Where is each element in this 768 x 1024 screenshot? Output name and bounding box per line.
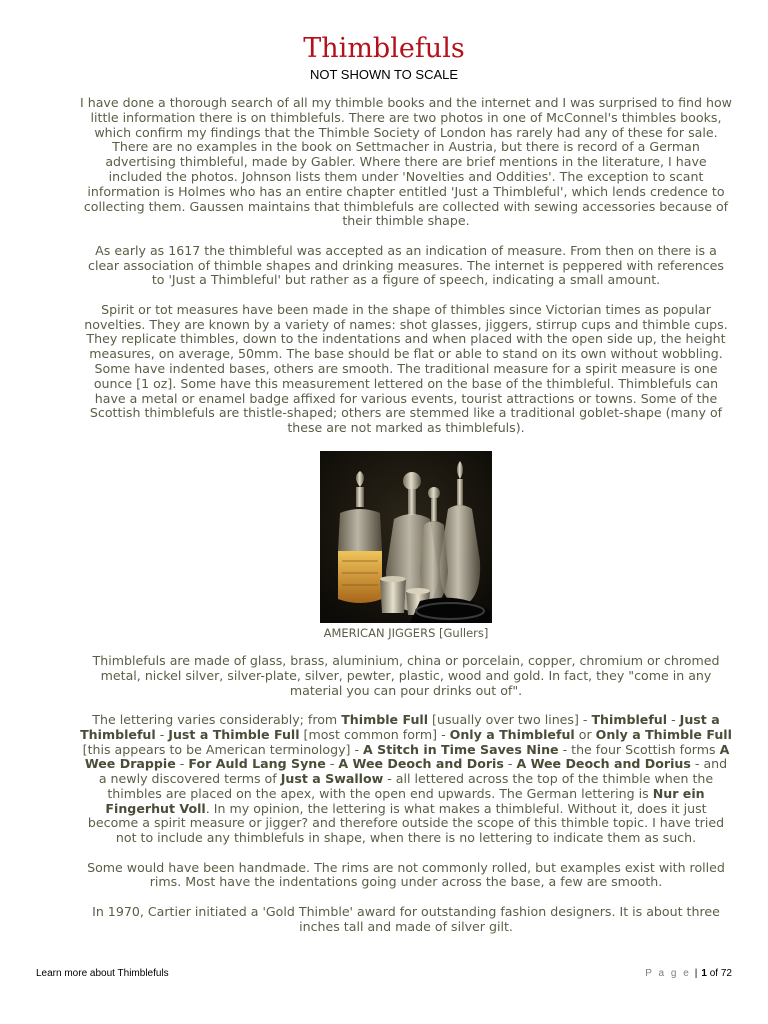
page-total: of 72 [709,968,732,979]
jiggers-photo [320,451,492,623]
lettering-term: Thimbleful [591,711,668,727]
lettering-term: Just a Thimbleful [80,711,720,742]
lettering-term: For Auld Lang Syne [188,756,326,772]
paragraph-materials: Thimblefuls are made of glass, brass, aluminium, china or porcelain, copper, chromium or chromed metal, nickel silver, silver-plate, silver, pewter, plastic, wood and gold. In fact, they "come in any material you can pour drinks out of". [92,652,720,698]
page-title: Thimblefuls [303,33,465,64]
paragraph-lettering: The lettering varies considerably; from Thimble Full [usually over two lines] - Thimbleful - Just a Thimbleful - Just a Thimble Full [most common form] - Only a Thimbleful or Only a Thimble Full [this appears to be American terminology] - A Stitch in Time Saves Nine - the four Scottish forms A Wee Drappie - For Auld Lang Syne - A Wee Deoch and Doris - A Wee Deoch and Dorius - and a newly discovered terms of Just a Swallow - all lettered across the top of the thimble when the thimbles are placed on the apex, with the open end upwards. The German lettering is Nur ein Fingerhut Voll. In my opinion, the lettering is what makes a thimbleful. Without it, does it just become a spirit measure or jigger? and therefore outside the scope of this thimble topic. I have tried not to include any thimblefuls in shape, when there is no lettering to indicate them as such. [80,711,732,846]
page-subtitle: NOT SHOWN TO SCALE [309,67,459,82]
paragraph-construction: Some would have been handmade. The rims are not commonly rolled, but examples exist with rolled rims. Most have the indentations going under across the base, a few are smooth. [87,859,725,890]
paragraph-measures: Spirit or tot measures have been made in the shape of thimbles since Victorian times as popular novelties. They are known by a variety of names: shot glasses, jiggers, stirrup cups and thimble cups. They replicate thimbles, down to the indentations and when placed with the open side up, the height measures, on average, 50mm. The base should be flat or able to stand on its own without wobbling. Some have indented bases, others are smooth. The traditional measure for a spirit measure is one ounce [1 oz]. Some have this measurement lettered on the base of the thimbleful. Thimblefuls can have a metal or enamel badge affixed for various events, tourist attractions or towns. Some of the Scottish thimblefuls are thistle-shaped; others are stemmed like a traditional goblet-shape (many of these are not marked as thimblefuls). [84,301,728,436]
document-body [80,96,732,949]
page-number-footer [645,968,732,979]
lettering-term: Just a Swallow [280,771,384,787]
lettering-term: Just a Thimble Full [168,726,300,742]
page-number: 1 [701,968,707,979]
footer-separator: | [694,968,698,979]
lettering-term: Only a Thimble Full [595,726,732,742]
lettering-term: A Stitch in Time Saves Nine [363,741,559,757]
page-label: P a g e [645,968,691,979]
paragraph-cartier: In 1970, Cartier initiated a 'Gold Thimble' award for outstanding fashion designers. It is about three inches tall and made of silver gilt. [92,903,720,934]
lettering-term: A Wee Drappie [84,741,730,772]
lettering-term: A Wee Deoch and Dorius [516,756,691,772]
lettering-term: Thimble Full [341,711,429,727]
image-caption: AMERICAN JIGGERS [Gullers] [323,625,489,640]
lettering-term: Only a Thimbleful [449,726,575,742]
lettering-term: A Wee Deoch and Doris [338,756,504,772]
footer-link-text: Learn more about Thimblefuls [36,968,169,979]
lettering-term: Nur ein Fingerhut Voll [105,785,705,816]
paragraph-history: As early as 1617 the thimbleful was accepted as an indication of measure. From then on there is a clear association of thimble shapes and drinking measures. The internet is peppered with references to 'Just a Thimbleful' but rather as a figure of speech, indicating a small amount. [88,242,724,288]
paragraph-intro: I have done a thorough search of all my thimble books and the internet and I was surprised to find how little information there is on thimblefuls. There are two photos in one of McConnel's thimbles books, which confirm my findings that the Thimble Society of London has rarely had any of these for sale. There are no examples in the book on Settmacher in Austria, but there is record of a German advertising thimbleful, made by Gabler. Where there are brief mentions in the literature, I have included the photos. Johnson lists them under 'Novelties and Oddities'. The exception to scant information is Holmes who has an entire chapter entitled 'Just a Thimbleful', which lends credence to collecting them. Gaussen maintains that thimblefuls are collected with sewing accessories because of their thimble shape. [80,95,732,229]
